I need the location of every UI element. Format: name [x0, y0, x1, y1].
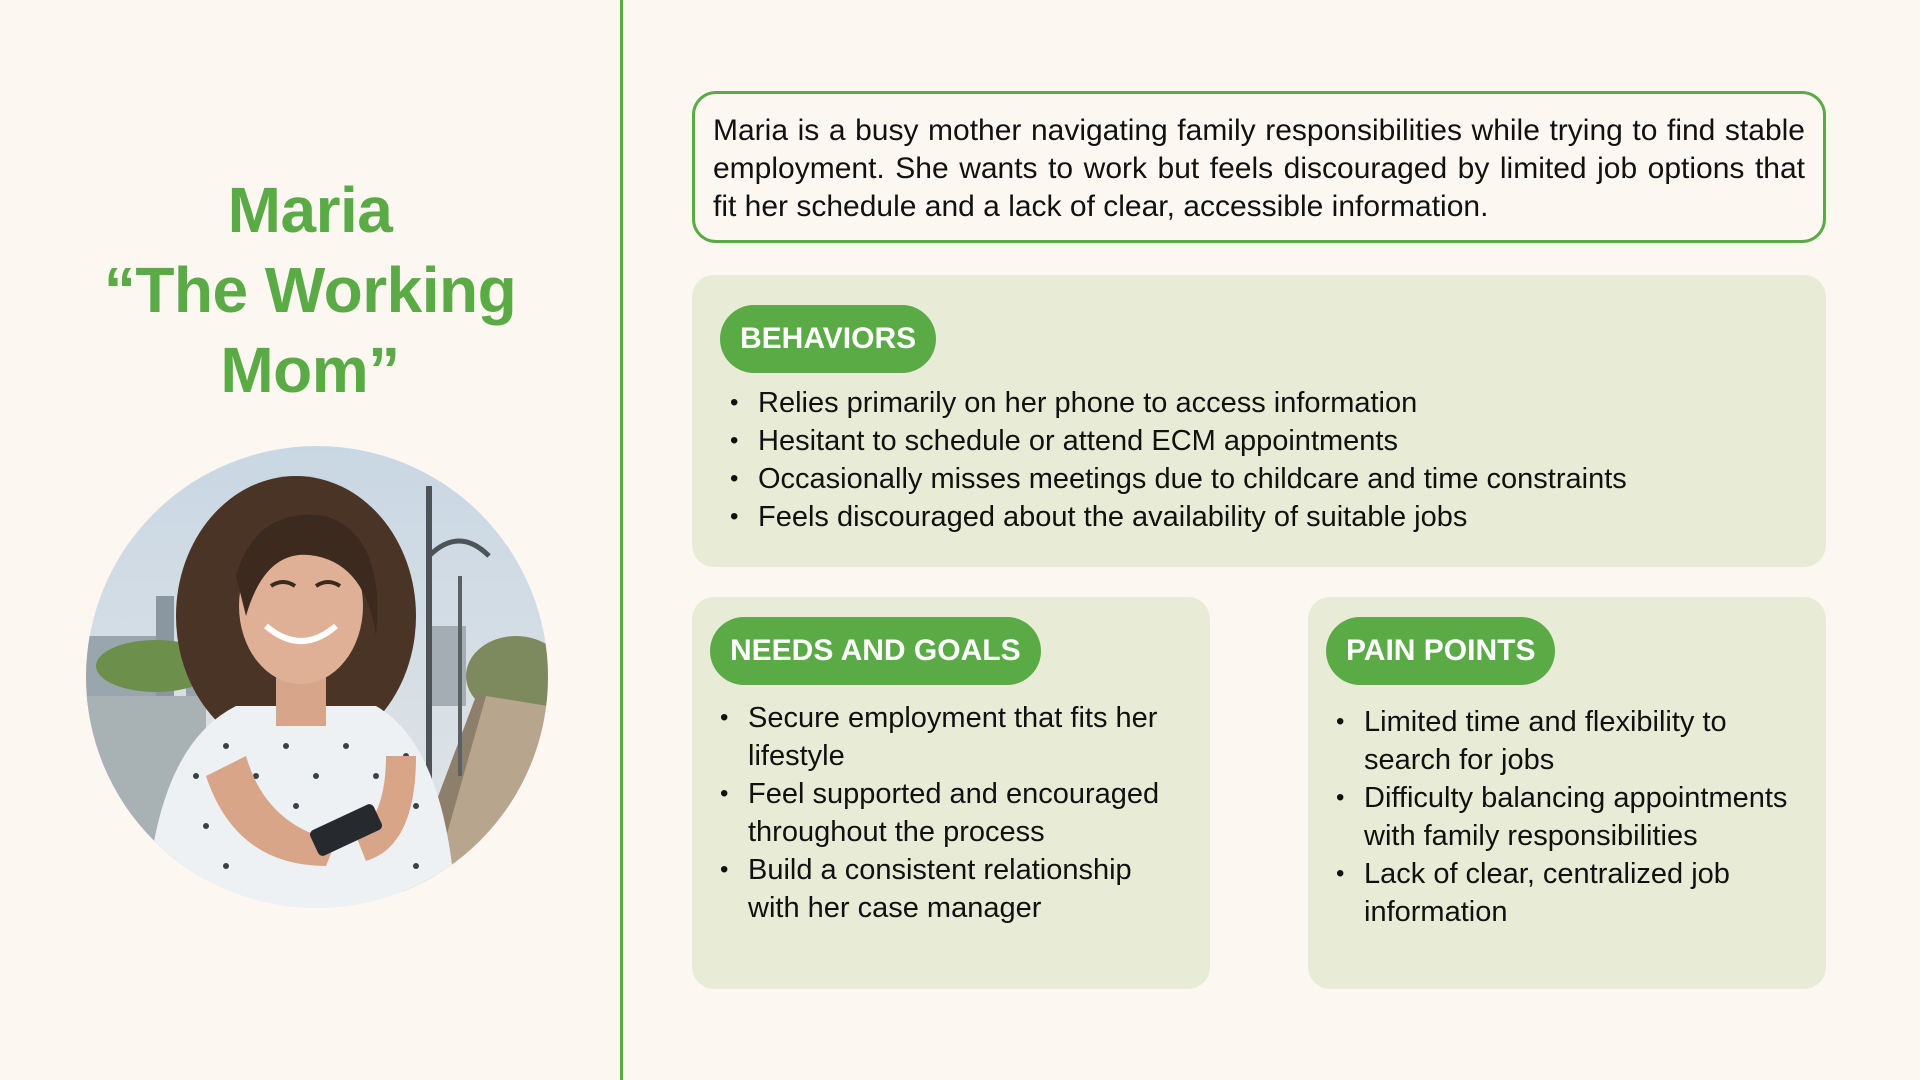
list-item: • Feel supported and encouraged throughout the process: [716, 775, 1180, 851]
list-item: • Relies primarily on her phone to access information: [726, 384, 1796, 422]
persona-name-line-2: “The Working: [103, 254, 517, 326]
persona-name-line-3: Mom”: [220, 334, 400, 406]
list-item: • Hesitant to schedule or attend ECM appointments: [726, 422, 1796, 460]
persona-summary: Maria is a busy mother navigating family responsibilities while trying to find stable employment. She wants to work but feels discouraged by limited job options that fit her schedule and a lack of clear, accessible information.: [692, 91, 1826, 243]
list-item: • Lack of clear, centralized job information: [1332, 855, 1796, 931]
list-item: • Build a consistent relationship with her case manager: [716, 851, 1180, 927]
needs-and-goals-card: [692, 597, 1210, 989]
list-item: • Feels discouraged about the availability of suitable jobs: [726, 498, 1796, 536]
pain-points-card: [1308, 597, 1826, 989]
list-item: • Secure employment that fits her lifestyle: [716, 699, 1180, 775]
persona-photo: [86, 446, 548, 908]
list-item: • Occasionally misses meetings due to childcare and time constraints: [726, 460, 1796, 498]
needs-and-goals-list: [716, 699, 1180, 927]
list-item: • Limited time and flexibility to search for jobs: [1332, 703, 1796, 779]
behaviors-card: [692, 275, 1826, 567]
needs-and-goals-heading: NEEDS AND GOALS: [710, 617, 1041, 685]
pain-points-list: [1332, 703, 1796, 931]
pain-points-heading: PAIN POINTS: [1326, 617, 1555, 685]
persona-name-line-1: Maria: [227, 174, 393, 246]
woman-smiling-at-phone-photo: [86, 446, 548, 908]
list-item: • Difficulty balancing appointments with family responsibilities: [1332, 779, 1796, 855]
behaviors-heading: BEHAVIORS: [720, 305, 936, 373]
behaviors-list: [726, 384, 1796, 536]
persona-name: [0, 170, 620, 410]
vertical-divider: [620, 0, 623, 1080]
